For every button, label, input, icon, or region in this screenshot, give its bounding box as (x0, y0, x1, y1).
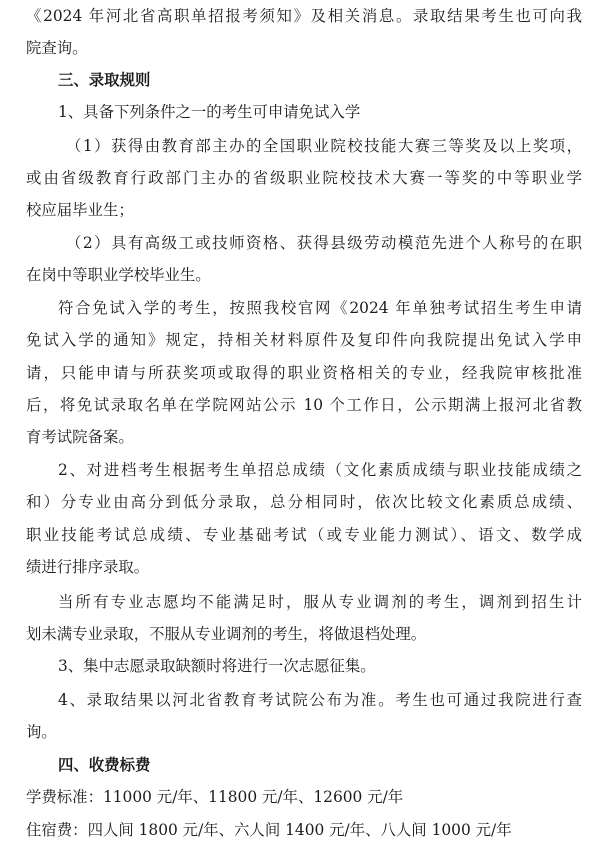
section-heading-admission-rules: 三、录取规则 (58, 71, 151, 89)
text-line: 《2024 年河北省高职单招报考须知》及相关消息。录取结果考生也可向我 (26, 7, 582, 25)
rule-item-1: 1、具备下列条件之一的考生可申请免试入学 (58, 103, 361, 121)
text-line: 育考试院备案。 (26, 428, 134, 446)
tuition-fee: 学费标准：11000 元/年、11800 元/年、12600 元/年 (26, 788, 404, 806)
text-line: 免试入学的通知》规定，持相关材料原件及复印件向我院提出免试入学申 (26, 331, 582, 349)
text-line: 在岗中等职业学校毕业生。 (26, 266, 211, 284)
rule-item-2: 2、对进档考生根据考生单招总成绩（文化素质成绩与职业技能成绩之 (58, 461, 582, 479)
rule-item-3: 3、集中志愿录取缺额时将进行一次志愿征集。 (58, 657, 376, 675)
accommodation-fee: 住宿费：四人间 1800 元/年、六人间 1400 元/年、八人间 1000 元/年 (26, 821, 512, 839)
text-line: 和）分专业由高分到低分录取，总分相同时，依次比较文化素质总成绩、 (26, 493, 582, 511)
text-line: 请，只能申请与所获奖项或取得的职业资格相关的专业，经我院审核批准 (26, 364, 582, 382)
section-heading-fees: 四、收费标费 (58, 756, 151, 774)
text-line: 或由省级教育行政部门主办的省级职业院校技术大赛一等奖的中等职业学 (26, 169, 582, 187)
text-line: 划未满专业录取，不服从专业调剂的考生，将做退档处理。 (26, 625, 427, 643)
condition-2: （2）具有高级工或技师资格、获得县级劳动模范先进个人称号的在职 (66, 234, 582, 252)
paragraph-exemption: 符合免试入学的考生，按照我校官网《2024 年单独考试招生考生申请 (58, 299, 582, 317)
rule-item-4: 4、录取结果以河北省教育考试院公布为准。考生也可通过我院进行查 (58, 691, 582, 709)
paragraph-adjustment: 当所有专业志愿均不能满足时，服从专业调剂的考生，调剂到招生计 (58, 593, 582, 611)
text-line: 职业技能考试总成绩、专业基础考试（或专业能力测试）、语文、数学成 (26, 526, 582, 544)
condition-1: （1）获得由教育部主办的全国职业院校技能大赛三等奖及以上奖项， (66, 137, 582, 155)
text-line: 后，将免试录取名单在学院网站公示 10 个工作日，公示期满上报河北省教 (26, 396, 582, 414)
text-line: 绩进行排序录取。 (26, 558, 150, 576)
text-line: 院查询。 (26, 39, 88, 57)
text-line: 询。 (26, 723, 57, 741)
text-line: 校应届毕业生； (26, 201, 134, 219)
